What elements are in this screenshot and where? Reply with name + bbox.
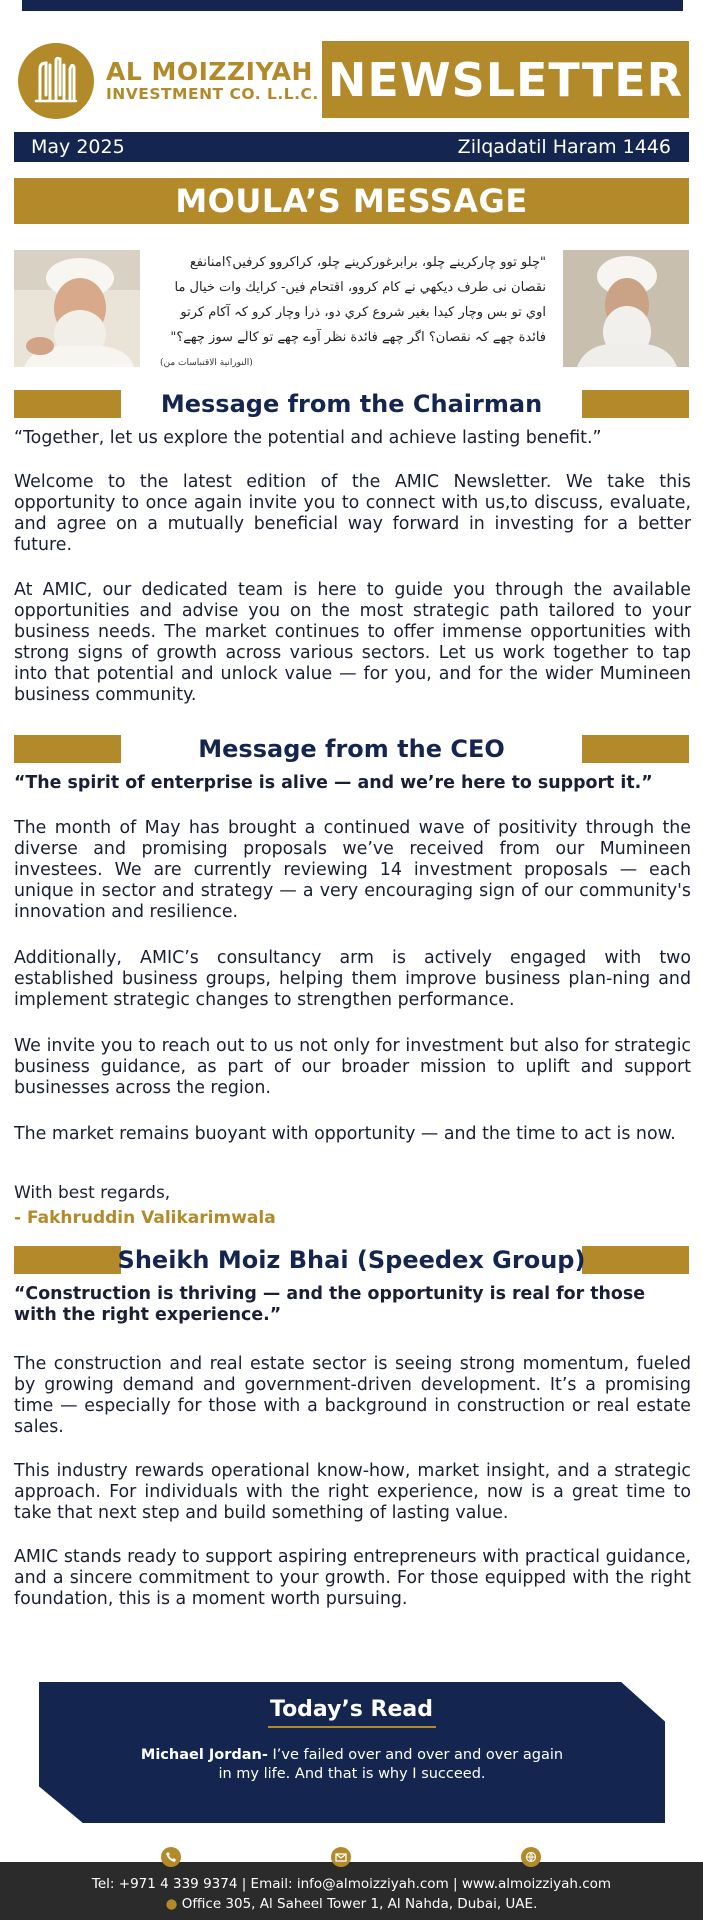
moula-message-banner	[14, 178, 689, 224]
email-icon[interactable]	[331, 1847, 351, 1867]
top-accent-bar	[22, 0, 683, 11]
ceo-quote: “The spirit of enterprise is alive — and we’re here to support it.”	[14, 773, 653, 793]
chairman-section-header	[14, 390, 689, 418]
footer	[0, 1862, 703, 1920]
portrait-left	[14, 250, 140, 367]
feature-paragraph-3: AMIC stands ready to support aspiring entrepreneurs with practical guidance, and a sincere commitment to your growth. For those equipped with the right foundation, this is a moment worth pursuing.	[14, 1547, 691, 1609]
phone-icon[interactable]	[161, 1847, 181, 1867]
chairman-paragraph-2: At AMIC, our dedicated team is here to guide you through the available opportunities and advise you on the most strategic path tailored to your business needs. The market continues to offer immense opportunities with strong signs of growth across various sectors. Let us work together to tap into that potential and unlock value — for you, and for the wider Mumineen business community.	[14, 580, 691, 705]
newsletter-banner	[322, 41, 689, 118]
ceo-regards: With best regards,	[14, 1183, 171, 1203]
logo-monogram-icon	[26, 51, 86, 111]
portrait-left-image	[14, 250, 140, 367]
todays-read-quote	[140, 1746, 564, 1784]
feature-quote: “Construction is thriving — and the opportunity is real for those with the right experience.”	[14, 1284, 646, 1325]
newsletter-title: NEWSLETTER	[327, 52, 684, 107]
ceo-signature: - Fakhruddin Valikarimwala	[14, 1208, 276, 1228]
ceo-heading: Message from the CEO	[198, 735, 505, 763]
gregorian-date: May 2025	[31, 136, 125, 158]
todays-read-author: Michael Jordan-	[140, 1747, 268, 1763]
web-icon[interactable]	[521, 1847, 541, 1867]
ceo-paragraph-1: The month of May has brought a continued wave of positivity through the diverse and promising proposals we’ve received from our Mumineen investees. We are currently reviewing 14 investment proposals — each unique in sector and strategy — a very encouraging sign of our community's innovation and resilience.	[14, 818, 691, 922]
feature-heading: Sheikh Moiz Bhai (Speedex Group)	[117, 1246, 586, 1274]
feature-section-header	[14, 1246, 689, 1274]
moula-urdu-message: "چلو توو چاركرينے چلو، برابرغوركرينے چلو، كراكروو كرفيں؟امنانفع نقصان نى طرف ديكھي نے كام كروو، اقتحام فيں- كرايك وات خيال ما اوي تو بس وچار كيدا بغير شروع كري دو، ذرا وچار كرو كہ آكام كرتو فائدة چھے كہ نقصان؟ اگر چھے فائدة نظر آوے چھے تو كالے سوز چھے؟"	[170, 255, 546, 345]
hijri-date: Zilqadatil Haram 1446	[457, 136, 671, 158]
portrait-right-image	[563, 250, 689, 367]
todays-read-underline	[268, 1726, 436, 1728]
footer-address-row	[0, 1896, 703, 1912]
feature-paragraph-2: This industry rewards operational know-how, market insight, and a strategic approach. For individuals with the right experience, now is a great time to take that next step and build something of lasting value.	[14, 1461, 691, 1523]
moula-urdu-source: (النورانية الاقتباسات من)	[160, 358, 253, 368]
footer-address-line: Office 305, Al Saheel Tower 1, Al Nahda, Dubai, UAE.	[181, 1896, 538, 1912]
portrait-right	[563, 250, 689, 367]
moula-message-heading: MOULA’S MESSAGE	[175, 182, 528, 220]
ceo-paragraph-4: The market remains buoyant with opportunity — and the time to act is now.	[14, 1124, 676, 1144]
footer-contact-line: Tel: +971 4 339 9374 | Email: info@almoizziyah.com | www.almoizziyah.com	[91, 1876, 612, 1892]
location-pin-icon: ●	[165, 1896, 178, 1912]
company-logo	[18, 43, 94, 119]
ceo-paragraph-2: Additionally, AMIC’s consultancy arm is actively engaged with two established business groups, helping them improve business plan-ning and implement strategic changes to strengthen performance.	[14, 948, 691, 1010]
ceo-paragraph-3: We invite you to reach out to us not only for investment but also for strategic business guidance, as part of our broader mission to uplift and support businesses across the region.	[14, 1036, 691, 1098]
chairman-heading: Message from the Chairman	[160, 390, 543, 418]
feature-paragraph-1: The construction and real estate sector is seeing strong momentum, fueled by growing demand and government-driven development. It’s a promising time — especially for those with a background in construction or real estate sales.	[14, 1354, 691, 1437]
date-bar	[14, 132, 689, 162]
chairman-paragraph-1: Welcome to the latest edition of the AMIC Newsletter. We take this opportunity to once again invite you to connect with us,to discuss, evaluate, and agree on a mutually beneficial way forward in investing for a better future.	[14, 472, 691, 555]
todays-read-heading: Today’s Read	[269, 1697, 434, 1722]
todays-read-text: I’ve failed over and over and over again in my life. And that is why I succeed.	[218, 1747, 564, 1782]
ceo-section-header	[14, 735, 689, 763]
chairman-quote: “Together, let us explore the potential and achieve lasting benefit.”	[14, 428, 602, 448]
company-name-line1: AL MOIZZIYAH	[106, 57, 313, 86]
company-name-line2: INVESTMENT CO. L.L.C.	[106, 85, 319, 103]
company-name	[106, 58, 319, 103]
